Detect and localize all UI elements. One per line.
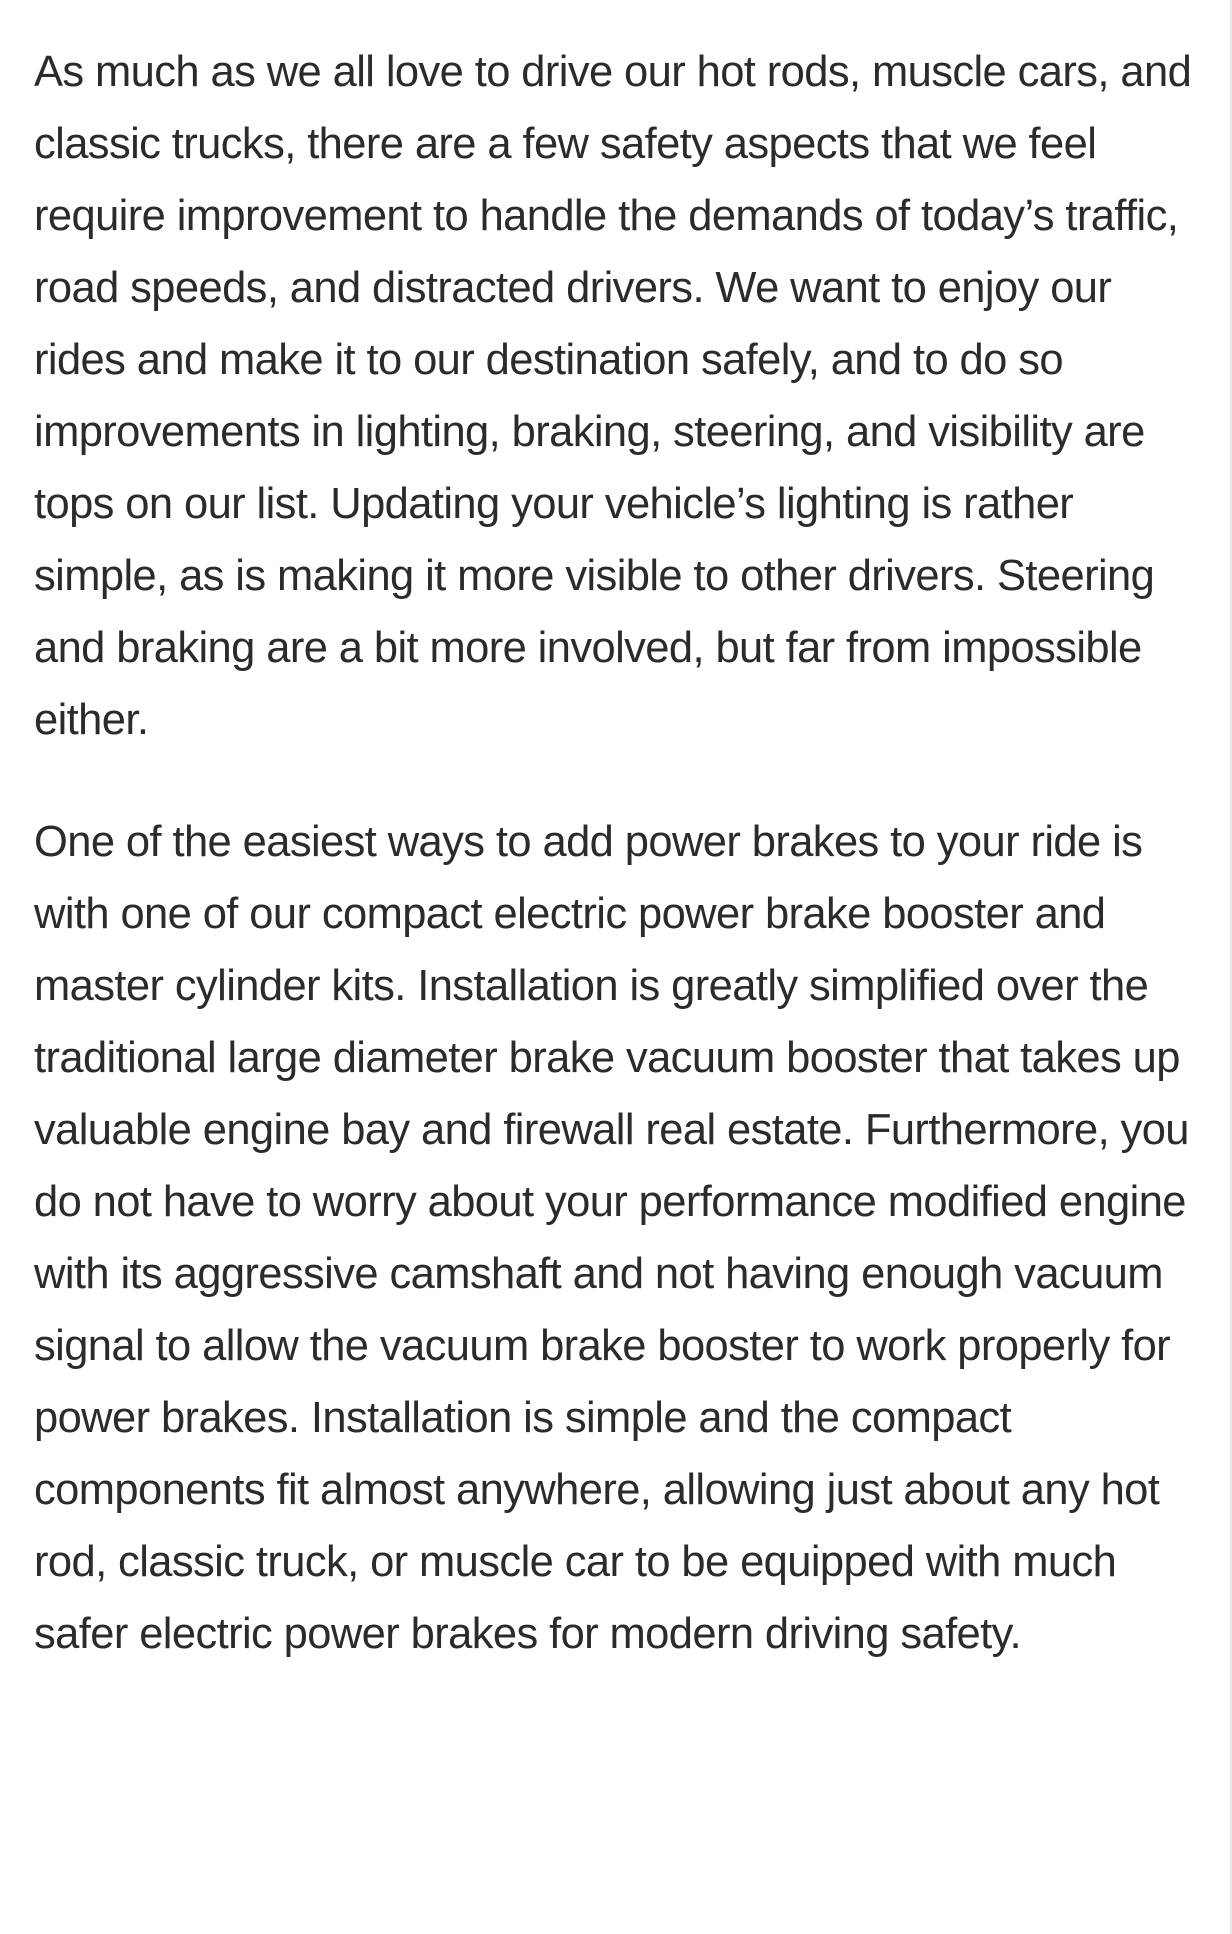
paragraph-electric-brakes: One of the easiest ways to add power brakes to your ride is with one of our compact electric power brake booster and master cylinder kits. Installation is greatly simplified over the traditional large diameter brake vacuum booster that takes up valuable engine bay and firewall real estate. Furthermore, you do not have to worry about your performance modified engine with its aggressive camshaft and not having enough vacuum signal to allow the vacuum brake booster to work properly for power brakes. Installation is simple and the compact components fit almost anywhere, allowing just about any hot rod, classic truck, or muscle car to be equipped with much safer electric power brakes for modern driving safety. bbox=[34, 818, 1189, 1658]
article-body bbox=[34, 36, 1194, 1670]
paragraph-safety-intro: As much as we all love to drive our hot rods, muscle cars, and classic trucks, there are a few safety aspects that we feel require improvement to handle the demands of today’s traffic, road speeds, and distracted drivers. We want to enjoy our rides and make it to our destination safely, and to do so improvements in lighting, braking, steering, and visibility are tops on our list. Updating your vehicle’s lighting is rather simple, as is making it more visible to other drivers. Steering and braking are a bit more involved, but far from impossible either. bbox=[34, 48, 1192, 744]
